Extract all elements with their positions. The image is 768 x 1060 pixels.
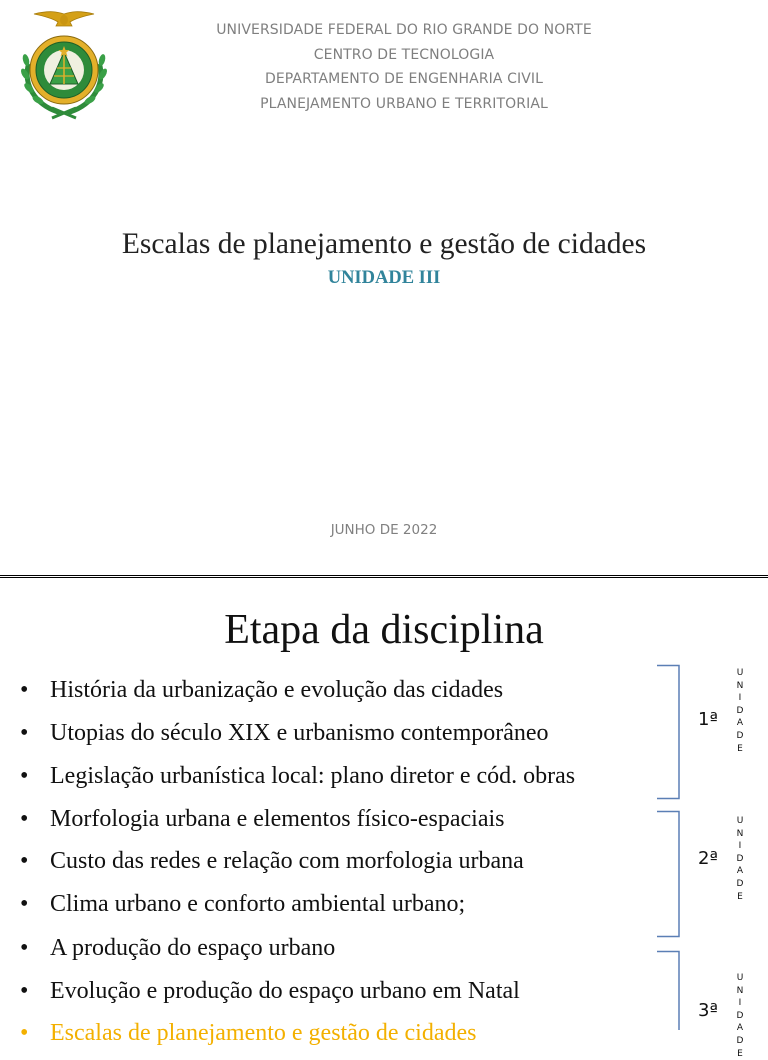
list-item-text: Utopias do século XIX e urbanismo contemporâneo: [50, 720, 549, 746]
unit-letter: D: [736, 730, 744, 741]
unit-letter: U: [736, 816, 744, 826]
bullet-icon: •: [20, 763, 29, 789]
unit-letter: N: [736, 680, 744, 691]
presentation-subtitle: UNIDADE III: [327, 268, 441, 288]
bullet-icon: •: [20, 1020, 29, 1046]
list-item: [20, 974, 520, 1008]
unit-letter: D: [736, 853, 744, 864]
course-stages-slide: [0, 577, 768, 1059]
unit-letter: D: [736, 705, 744, 716]
bullet-icon: •: [20, 848, 29, 874]
presentation-title: Escalas de planejamento e gestão de cidades: [121, 228, 647, 260]
unit-letter: A: [736, 866, 744, 877]
list-item-text: Evolução e produção do espaço urbano em Natal: [50, 978, 520, 1004]
unit-bracket: [655, 810, 685, 938]
list-item-highlighted: [20, 1016, 476, 1050]
bullet-icon: •: [20, 677, 29, 703]
topic-list: [0, 578, 768, 1046]
list-item-text: Clima urbano e conforto ambiental urbano;: [50, 891, 466, 917]
unit-letter: U: [736, 668, 744, 678]
presentation-date: JUNHO DE 2022: [330, 522, 438, 538]
list-item-text: Legislação urbanística local: plano diretor e cód. obras: [50, 763, 576, 789]
header-center: CENTRO DE TECNOLOGIA: [313, 46, 495, 63]
unit-word-vertical: [733, 815, 747, 903]
unit-letter: A: [736, 1023, 744, 1034]
header-university: UNIVERSIDADE FEDERAL DO RIO GRANDE DO NORTE: [216, 22, 592, 38]
bullet-icon: •: [20, 978, 29, 1004]
header-course: PLANEJAMENTO URBANO E TERRITORIAL: [260, 95, 548, 112]
unit-letter: N: [736, 985, 744, 996]
list-item-text: História da urbanização e evolução das cidades: [50, 677, 504, 703]
list-item-text: Custo das redes e relação com morfologia urbana: [50, 848, 524, 874]
unit-letter: D: [736, 878, 744, 889]
university-crest-logo: [14, 8, 114, 120]
unit-letter: U: [736, 973, 744, 983]
list-item: [20, 673, 503, 707]
unit-bracket: [655, 664, 685, 800]
unit-letter: E: [737, 1048, 743, 1059]
unit-letter: D: [736, 1010, 744, 1021]
list-item-text: Morfologia urbana e elementos físico-espaciais: [50, 806, 505, 832]
bullet-icon: •: [20, 935, 29, 961]
unit-letter: I: [738, 693, 742, 704]
unit-letter: A: [736, 718, 744, 729]
list-item: [20, 931, 335, 965]
bullet-icon: •: [20, 720, 29, 746]
list-item-text: Escalas de planejamento e gestão de cidades: [50, 1020, 477, 1046]
list-item: [20, 887, 465, 921]
header-department: DEPARTAMENTO DE ENGENHARIA CIVIL: [264, 71, 544, 87]
unit-number: 1ª: [698, 709, 718, 730]
list-item: [20, 759, 575, 793]
unit-word-vertical: [733, 972, 747, 1060]
list-item-text: A produção do espaço urbano: [50, 935, 336, 961]
bullet-icon: •: [20, 806, 29, 832]
institution-header: [120, 18, 688, 116]
unit-letter: N: [736, 828, 744, 839]
list-item: [20, 844, 524, 878]
list-item: [20, 716, 549, 750]
unit-letter: D: [736, 1035, 744, 1046]
unit-bracket: [655, 950, 685, 1030]
unit-letter: E: [737, 743, 743, 754]
unit-word-vertical: [733, 667, 747, 755]
bullet-icon: •: [20, 891, 29, 917]
unit-number: 2ª: [698, 848, 718, 869]
unit-letter: I: [738, 998, 742, 1009]
list-item: [20, 802, 505, 836]
unit-number: 3ª: [698, 1000, 718, 1021]
unit-letter: I: [738, 841, 742, 852]
slide-title: Etapa da disciplina: [224, 607, 544, 653]
unit-letter: E: [737, 891, 743, 902]
